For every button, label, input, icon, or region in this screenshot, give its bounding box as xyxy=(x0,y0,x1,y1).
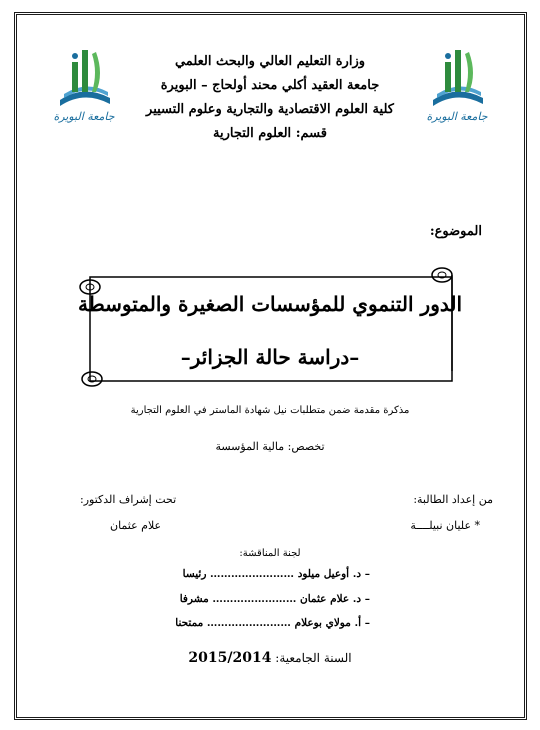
committee-member: – أ. مولاي بوعلام …………………… ممتحنا xyxy=(175,617,370,629)
university-logo-left xyxy=(52,42,116,128)
academic-year-value: 2015/2014 xyxy=(188,650,272,666)
institution-header xyxy=(120,50,420,146)
committee-label: لجنة المناقشة: xyxy=(239,548,301,559)
logo-caption: جامعة البويرة xyxy=(53,110,115,123)
academic-year-label: السنة الجامعية: xyxy=(275,651,352,665)
faculty-name: كلية العلوم الاقتصادية والتجارية وعلوم التسيير xyxy=(146,102,394,117)
title-scroll-frame xyxy=(78,263,458,393)
supervisor-name: علام عثمان xyxy=(110,519,162,532)
logo-emblem-icon xyxy=(425,42,489,112)
supervisor-label: تحت إشراف الدكتور: xyxy=(80,493,177,506)
student-name: * عليان نبيلــــة xyxy=(410,519,480,532)
department-name: قسم: العلوم التجارية xyxy=(213,126,327,141)
logo-emblem-icon xyxy=(52,42,116,112)
thesis-title: الدور التنموي للمؤسسات الصغيرة والمتوسطة xyxy=(77,292,463,316)
academic-year xyxy=(0,650,540,666)
specialization: تخصص: مالية المؤسسة xyxy=(215,440,325,453)
ministry-name: وزارة التعليم العالي والبحث العلمي xyxy=(174,54,366,69)
prepared-by-label: من إعداد الطالبة: xyxy=(413,493,493,506)
memo-description: مذكرة مقدمة ضمن متطلبات نيل شهادة الماستر في العلوم التجارية xyxy=(130,405,410,416)
subject-label: الموضوع: xyxy=(429,224,482,239)
thesis-subtitle: –دراسة حالة الجزائر– xyxy=(180,345,360,369)
logo-caption: جامعة البويرة xyxy=(426,110,488,123)
university-logo-right xyxy=(425,42,489,128)
committee-member: – د. علام عثمان …………………… مشرفا xyxy=(179,593,370,605)
university-name: جامعة العقيد أكلي محند أولحاج – البويرة xyxy=(160,78,380,93)
scroll-banner-icon xyxy=(78,263,458,393)
committee-member: – د. أوعيل ميلود …………………… رئيسا xyxy=(182,568,370,580)
